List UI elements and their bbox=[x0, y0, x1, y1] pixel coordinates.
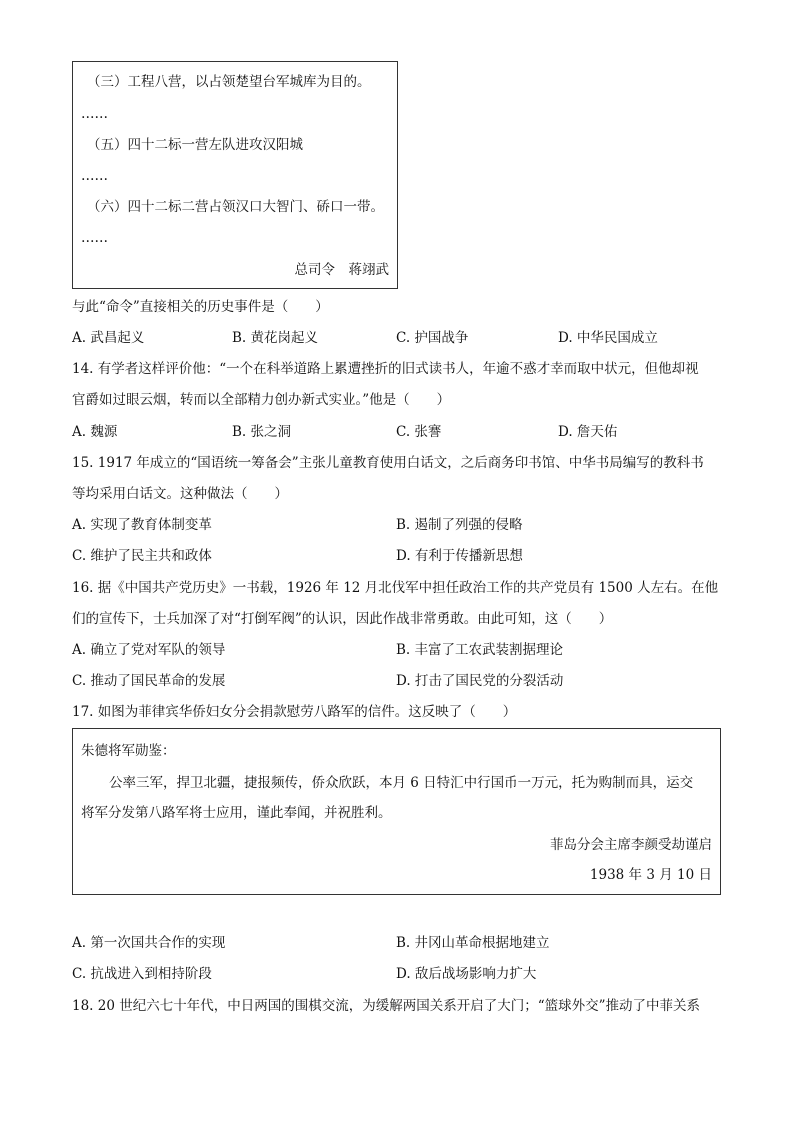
question-13-stem: 与此“命令”直接相关的历史事件是（ ） bbox=[72, 299, 329, 315]
ellipsis: …… bbox=[81, 106, 108, 122]
q13-option-d[interactable]: D. 中华民国成立 bbox=[558, 330, 658, 346]
q14-option-a[interactable]: A. 魏源 bbox=[72, 424, 118, 440]
q14-option-c[interactable]: C. 张謇 bbox=[396, 424, 442, 440]
question-17-stem: 17. 如图为菲律宾华侨妇女分会捐款慰劳八路军的信件。这反映了（ ） bbox=[72, 704, 517, 720]
q17-option-c[interactable]: C. 抗战进入到相持阶段 bbox=[72, 966, 212, 982]
command-line-5: （五）四十二标一营左队进攻汉阳城 bbox=[87, 137, 303, 153]
command-line-3: （三）工程八营，以占领楚望台军城库为目的。 bbox=[87, 74, 371, 90]
command-box bbox=[72, 61, 398, 289]
ellipsis: …… bbox=[81, 168, 108, 184]
question-18-stem-line1: 18. 20 世纪六七十年代，中日两国的围棋交流，为缓解两国关系开启了大门；“篮球外交”推动了中菲关系 bbox=[72, 998, 701, 1014]
q17-option-b[interactable]: B. 井冈山革命根据地建立 bbox=[396, 935, 550, 951]
q14-option-d[interactable]: D. 詹天佑 bbox=[558, 424, 618, 440]
ellipsis: …… bbox=[81, 230, 108, 246]
q15-option-b[interactable]: B. 遏制了列强的侵略 bbox=[396, 517, 523, 533]
letter-body-line2: 将军分发第八路军将士应用，谨此奉闻，并祝胜利。 bbox=[81, 805, 392, 821]
letter-salutation: 朱德将军勋鉴： bbox=[81, 743, 176, 759]
question-14-stem-line1: 14. 有学者这样评价他：“一个在科举道路上累遭挫折的旧式读书人，年逾不惑才幸而取中状元，但他却视 bbox=[72, 361, 699, 377]
letter-body-line1: 公率三军，捍卫北疆，捷报频传，侨众欣跃，本月 6 日特汇中行国币一万元，托为购制而具，运交 bbox=[109, 775, 694, 791]
letter-date: 1938 年 3 月 10 日 bbox=[589, 867, 712, 883]
letter-sender: 菲岛分会主席李颜受劫谨启 bbox=[550, 837, 712, 853]
command-signature: 总司令 蒋翊武 bbox=[294, 262, 389, 278]
q16-option-a[interactable]: A. 确立了党对军队的领导 bbox=[72, 642, 226, 658]
q15-option-d[interactable]: D. 有利于传播新思想 bbox=[396, 548, 523, 564]
command-line-6: （六）四十二标二营占领汉口大智门、硚口一带。 bbox=[87, 199, 384, 215]
q13-option-b[interactable]: B. 黄花岗起义 bbox=[232, 330, 319, 346]
q16-option-d[interactable]: D. 打击了国民党的分裂活动 bbox=[396, 673, 564, 689]
q13-option-a[interactable]: A. 武昌起义 bbox=[72, 330, 145, 346]
question-14-stem-line2: 官爵如过眼云烟，转而以全部精力创办新式实业。”他是（ ） bbox=[72, 392, 451, 408]
q16-option-b[interactable]: B. 丰富了工农武装割据理论 bbox=[396, 642, 564, 658]
q17-option-d[interactable]: D. 敌后战场影响力扩大 bbox=[396, 966, 537, 982]
question-16-stem-line1: 16. 据《中国共产党历史》一书载，1926 年 12 月北伐军中担任政治工作的共产党员有 1500 人左右。在他 bbox=[72, 580, 719, 596]
q13-option-c[interactable]: C. 护国战争 bbox=[396, 330, 469, 346]
question-15-stem-line2: 等均采用白话文。这种做法（ ） bbox=[72, 486, 288, 502]
q17-option-a[interactable]: A. 第一次国共合作的实现 bbox=[72, 935, 226, 951]
q16-option-c[interactable]: C. 推动了国民革命的发展 bbox=[72, 673, 226, 689]
question-16-stem-line2: 们的宣传下，士兵加深了对“打倒军阀”的认识，因此作战非常勇敢。由此可知，这（ ） bbox=[72, 611, 613, 627]
letter-box bbox=[72, 728, 721, 895]
q15-option-c[interactable]: C. 维护了民主共和政体 bbox=[72, 548, 212, 564]
q14-option-b[interactable]: B. 张之洞 bbox=[232, 424, 292, 440]
question-15-stem-line1: 15. 1917 年成立的“国语统一筹备会”主张儿童教育使用白话文，之后商务印书馆、中华书局编写的教科书 bbox=[72, 455, 704, 471]
q15-option-a[interactable]: A. 实现了教育体制变革 bbox=[72, 517, 212, 533]
